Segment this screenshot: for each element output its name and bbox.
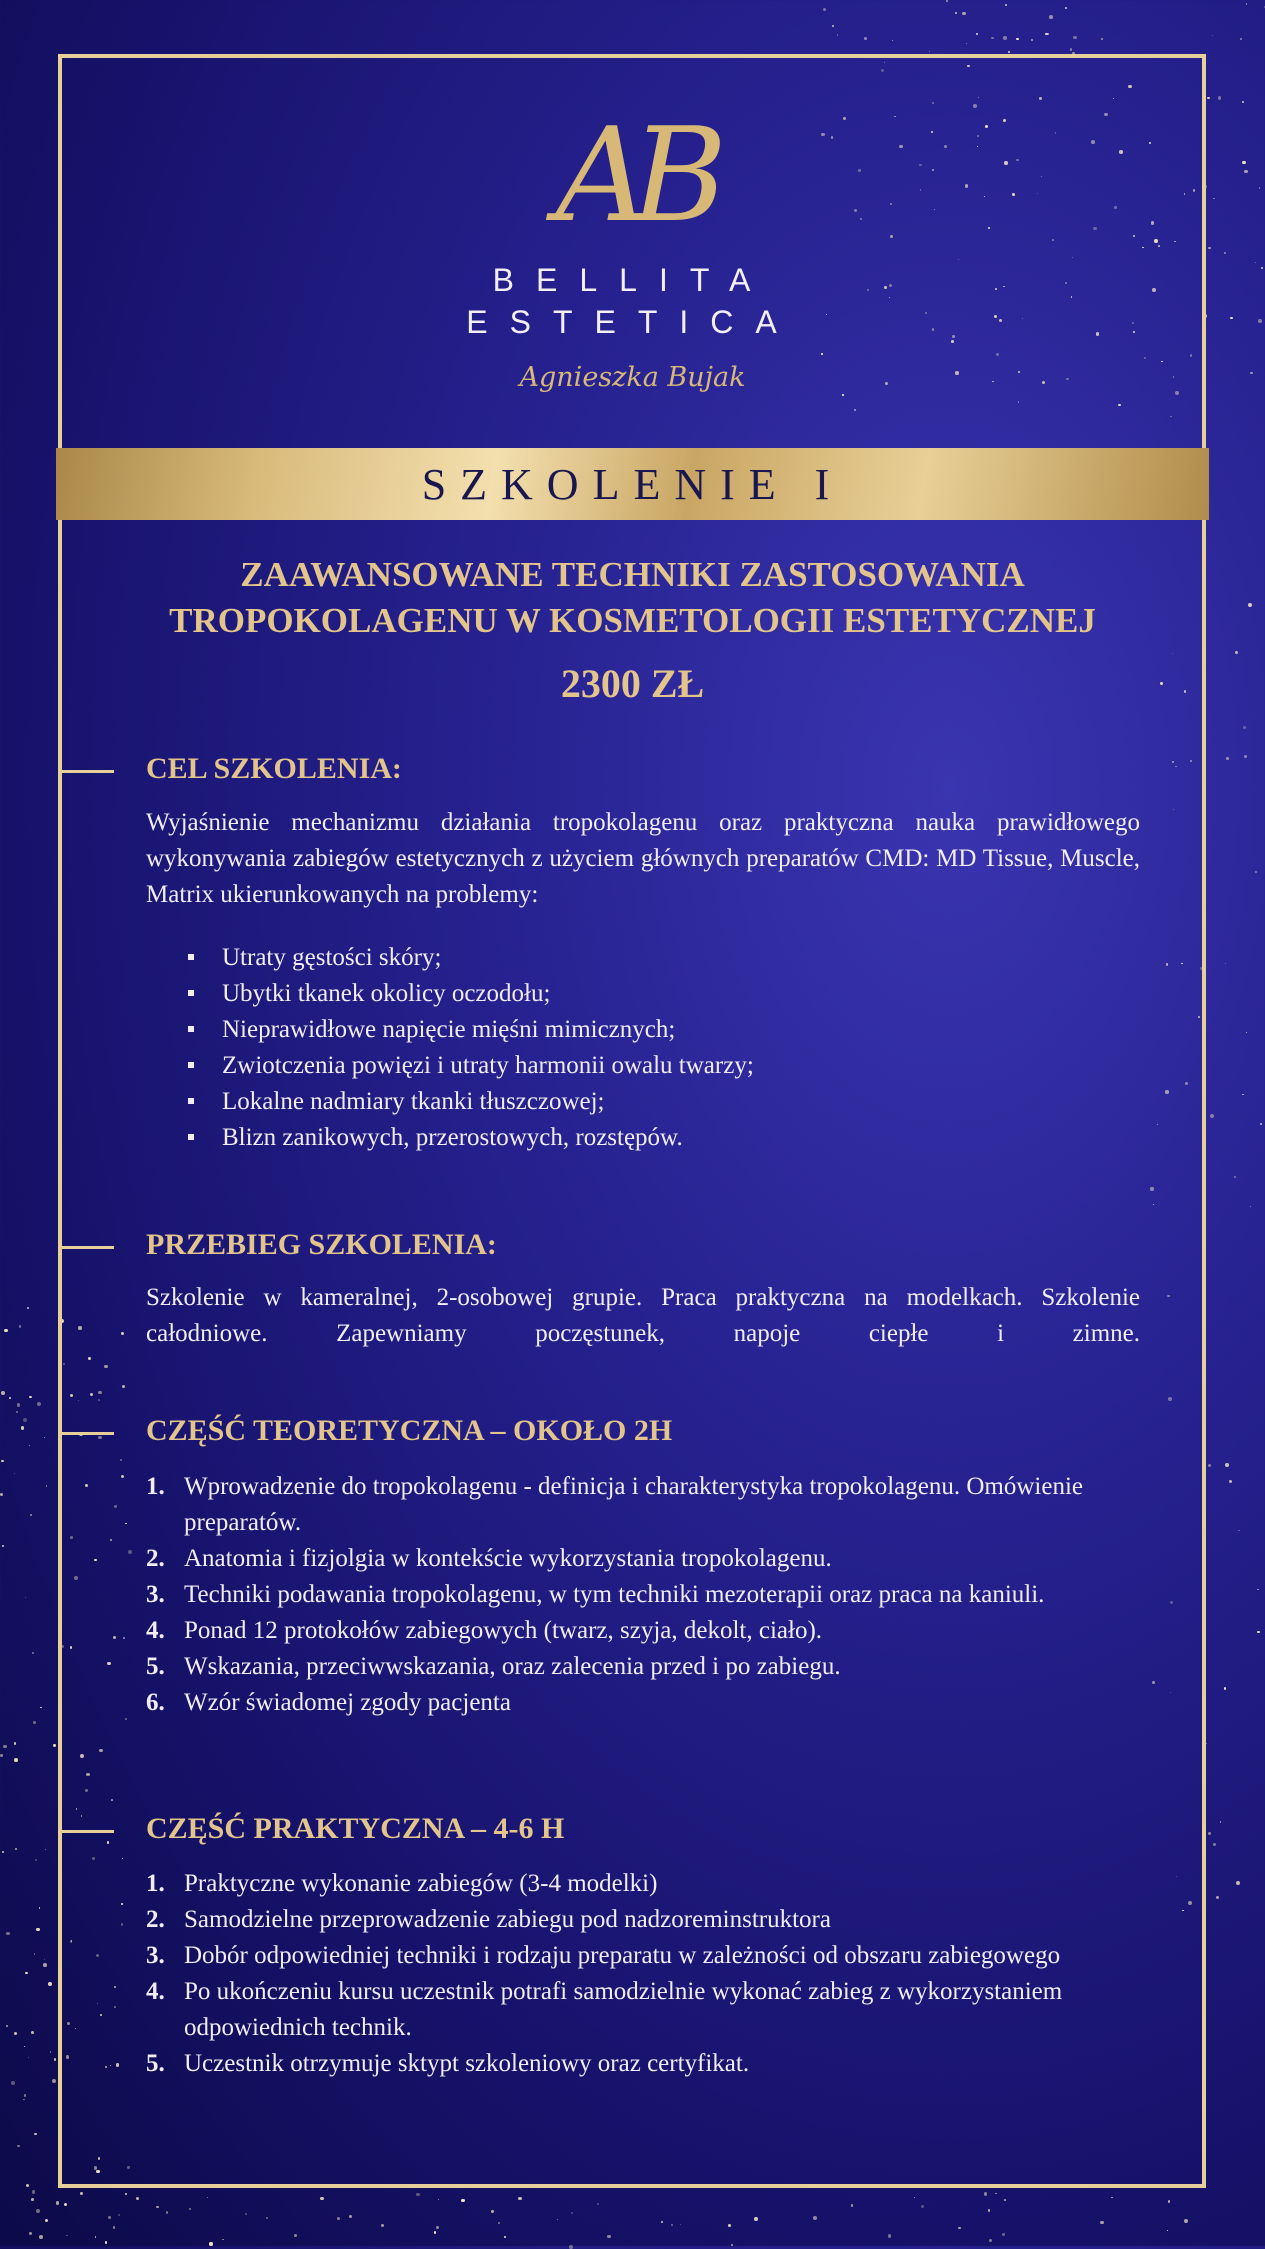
sparkle	[976, 33, 978, 35]
list-text: Wzór świadomej zgody pacjenta	[184, 1689, 511, 1716]
list-text: Ponad 12 protokołów zabiegowych (twarz, szyja, dekolt, ciało).	[184, 1617, 823, 1644]
sparkle	[1216, 1896, 1219, 1899]
sparkle	[166, 2211, 169, 2214]
sparkle	[16, 1411, 18, 1413]
sparkle	[80, 2192, 84, 2196]
list-item	[146, 1541, 1156, 1577]
sparkle	[1016, 38, 1019, 41]
sparkle	[118, 2214, 121, 2217]
sparkle	[438, 2199, 439, 2200]
sparkle	[1246, 3, 1248, 5]
sparkle	[6, 1932, 10, 1936]
sparkle	[1240, 38, 1243, 41]
sparkle	[30, 1514, 32, 1516]
sparkle	[381, 2224, 384, 2227]
sparkle	[14, 1758, 18, 1762]
sparkle	[1, 1460, 3, 1462]
sparkle	[1168, 2200, 1171, 2203]
sparkle	[48, 1982, 52, 1986]
list-text: Wprowadzenie do tropokolagenu - definicja i charakterystyka tropokolagenu. Omówienie preparatów.	[184, 1473, 1083, 1536]
sparkle	[1208, 1464, 1211, 1467]
sparkle	[113, 2226, 116, 2229]
sparkle	[294, 2234, 297, 2237]
sparkle	[1167, 2230, 1168, 2231]
sparkle	[17, 2145, 20, 2148]
sparkle	[46, 1485, 48, 1487]
theory-heading: CZĘŚĆ TEORETYCZNA – OKOŁO 2H	[146, 1414, 673, 1447]
sparkle	[0, 1493, 3, 1496]
sparkle	[1073, 36, 1077, 40]
sparkle	[1246, 1032, 1247, 1033]
sparkle	[19, 1325, 22, 1328]
sparkle	[754, 2217, 758, 2221]
course-flow-text: Szkolenie w kameralnej, 2-osobowej grupie. Praca praktyczna na modelkach. Szkolenie całodniowe. Zapewniamy poczęstunek, napoje ciepłe i zimne.	[146, 1284, 1140, 1347]
sparkle	[1208, 247, 1210, 249]
list-number: 4.	[146, 1617, 165, 1644]
list-item: Zwiotczenia powięzi i utraty harmonii owalu twarzy;	[184, 1048, 754, 1084]
sparkle	[2, 1545, 4, 1547]
sparkle	[1224, 1687, 1226, 1689]
list-number: 2.	[146, 1906, 165, 1933]
brand-name-line2: ESTETICA	[466, 304, 799, 340]
sparkle	[962, 12, 965, 15]
sparkle	[1225, 1463, 1229, 1467]
list-text: Wskazania, przeciwwskazania, oraz zalecenia przed i po zabiegu.	[184, 1653, 841, 1680]
sparkle	[1242, 1094, 1243, 1095]
sparkle	[40, 1707, 41, 1708]
sparkle	[33, 1721, 36, 1724]
sparkle	[27, 1307, 29, 1309]
brand-name-line1: BELLITA	[492, 262, 773, 298]
sparkle	[209, 2242, 212, 2245]
section-dash	[60, 1432, 114, 1435]
sparkle	[1208, 1832, 1211, 1835]
sparkle	[661, 2221, 663, 2223]
sparkle	[52, 2079, 56, 2083]
sparkle	[29, 2232, 32, 2235]
list-item: Ubytki tkanek okolicy oczodołu;	[184, 976, 754, 1012]
sparkle	[24, 2094, 27, 2097]
sparkle	[966, 43, 967, 44]
sparkle	[823, 8, 826, 11]
sparkle	[557, 2219, 558, 2220]
sparkle	[53, 1744, 55, 1746]
sparkle	[1257, 1589, 1259, 1591]
list-number: 5.	[146, 2050, 165, 2077]
sparkle	[25, 1597, 26, 1598]
sparkle	[1049, 15, 1053, 19]
sparkle	[95, 2236, 97, 2238]
sparkle	[1184, 2219, 1188, 2223]
sparkle	[2, 1851, 4, 1853]
sparkle	[3, 1745, 6, 1748]
sparkle	[43, 1963, 47, 1967]
list-number: 1.	[146, 1870, 165, 1897]
list-item: Nieprawidłowe napięcie mięśni mimicznych;	[184, 1012, 754, 1048]
sparkle	[105, 2241, 107, 2243]
sparkle	[37, 1402, 41, 1406]
sparkle	[25, 1972, 28, 1975]
theory-list	[146, 1469, 1156, 1721]
sparkle	[17, 1403, 21, 1407]
sparkle	[245, 2213, 247, 2215]
list-number: 6.	[146, 1689, 165, 1716]
sparkle	[31, 2031, 34, 2034]
sparkle	[1002, 2233, 1005, 2236]
list-number: 1.	[146, 1473, 165, 1500]
sparkle	[504, 2236, 506, 2238]
sparkle	[207, 2197, 208, 2198]
list-item: Lokalne nadmiary tkanki tłuszczowej;	[184, 1084, 754, 1120]
sparkle	[14, 1742, 16, 1744]
sparkle	[832, 25, 834, 27]
list-item	[146, 1902, 1156, 1938]
goal-problem-list	[184, 940, 754, 1156]
sparkle	[1226, 757, 1229, 760]
sparkle	[1004, 2199, 1006, 2201]
list-item: Utraty gęstości skóry;	[184, 940, 754, 976]
sparkle	[955, 12, 957, 14]
list-text: Uczestnik otrzymuje sktypt szkoleniowy oraz certyfikat.	[184, 2050, 750, 2077]
sparkle	[416, 2193, 420, 2197]
list-text: Praktyczne wykonanie zabiegów (3-4 modelki)	[184, 1870, 658, 1897]
sparkle	[349, 2215, 352, 2218]
sparkle	[32, 1652, 34, 1654]
sparkle	[50, 2051, 51, 2052]
sparkle	[11, 2081, 15, 2085]
sparkle	[1257, 1631, 1260, 1634]
sparkle	[1008, 51, 1011, 54]
course-banner	[56, 448, 1209, 520]
list-item	[146, 1685, 1156, 1721]
sparkle	[571, 2212, 573, 2214]
sparkle	[921, 2205, 924, 2208]
sparkle	[436, 2226, 439, 2229]
sparkle	[1235, 651, 1238, 654]
sparkle	[44, 1959, 45, 1960]
sparkle	[984, 2192, 987, 2195]
sparkle	[1244, 755, 1247, 758]
sparkle	[1242, 101, 1244, 103]
sparkle	[1031, 39, 1033, 41]
sparkle	[34, 2133, 37, 2136]
sparkle	[23, 2099, 25, 2101]
sparkle	[988, 2209, 990, 2211]
section-dash	[60, 1830, 114, 1833]
goal-heading: CEL SZKOLENIA:	[146, 752, 402, 785]
sparkle	[1236, 1881, 1240, 1885]
banner-label: SZKOLENIE I	[421, 459, 844, 509]
signature: Agnieszka Bujak	[519, 362, 746, 393]
sparkle	[1111, 2197, 1112, 2198]
sparkle	[9, 1397, 11, 1399]
sparkle	[32, 2190, 35, 2193]
sparkle	[434, 2231, 437, 2234]
practice-heading: CZĘŚĆ PRAKTYCZNA – 4-6 H	[146, 1812, 565, 1845]
list-text: Anatomia i fizjolgia w kontekście wykorzystania tropokolagenu.	[184, 1545, 832, 1572]
sparkle	[1213, 1843, 1216, 1846]
list-text: Techniki podawania tropokolagenu, w tym techniki mezoterapii oraz praca na kaniuli.	[184, 1581, 1045, 1608]
course-title-line1: ZAAWANSOWANE TECHNIKI ZASTOSOWANIA	[240, 555, 1025, 594]
sparkle	[1250, 1206, 1251, 1207]
sparkle	[56, 2201, 60, 2205]
list-text: Dobór odpowiedniej techniki i rodzaju preparatu w zależności od obszaru zabiegowego	[184, 1942, 1061, 1969]
sparkle	[888, 2234, 892, 2238]
sparkle	[837, 34, 839, 36]
sparkle	[1225, 963, 1227, 965]
sparkle	[958, 2227, 961, 2230]
sparkle	[491, 2210, 493, 2212]
sparkle	[29, 1396, 32, 1399]
sparkle	[1260, 1123, 1262, 1125]
sparkle	[498, 2222, 500, 2224]
sparkle	[6, 2025, 8, 2027]
sparkle	[1065, 7, 1067, 9]
sparkle	[26, 2184, 30, 2188]
sparkle	[36, 1928, 39, 1931]
sparkle	[36, 2209, 40, 2213]
sparkle	[44, 1437, 45, 1438]
sparkle	[671, 2224, 673, 2226]
sparkle	[45, 1849, 46, 1850]
sparkle	[1224, 252, 1226, 254]
sparkle	[813, 2216, 817, 2220]
list-number: 5.	[146, 1653, 165, 1680]
sparkle	[1210, 1114, 1214, 1118]
sparkle	[4, 1329, 8, 1333]
list-item: Blizn zanikowych, przerostowych, rozstępów.	[184, 1120, 754, 1156]
sparkle	[24, 2046, 25, 2047]
list-text: Po ukończeniu kursu uczestnik potrafi samodzielnie wykonać zabieg z wykorzystaniem odpowiednich technik.	[184, 1978, 1063, 2041]
sparkle	[54, 2058, 57, 2061]
sparkle	[597, 2203, 599, 2205]
sparkle	[1003, 36, 1006, 39]
sparkle	[1, 1391, 5, 1395]
sparkle	[1212, 35, 1213, 36]
sparkle	[23, 1418, 27, 1422]
sparkle	[1248, 603, 1252, 607]
sparkle	[222, 2239, 223, 2240]
sparkle	[0, 1754, 3, 1757]
sparkle	[946, 0, 948, 2]
list-item	[146, 1974, 1156, 2046]
sparkle	[1243, 726, 1247, 730]
list-item	[146, 1469, 1156, 1541]
sparkle	[1005, 4, 1007, 6]
sparkle	[35, 1859, 37, 1861]
sparkle	[1234, 1176, 1236, 1178]
sparkle	[680, 2224, 681, 2225]
sparkle	[1047, 33, 1049, 35]
list-item	[146, 1577, 1156, 1613]
sparkle	[518, 2197, 522, 2201]
sparkle	[125, 2193, 127, 2195]
sparkle	[1238, 1530, 1239, 1531]
sparkle	[66, 2235, 68, 2237]
sparkle	[15, 1848, 17, 1850]
sparkle	[989, 2239, 992, 2242]
sparkle	[864, 37, 867, 40]
list-number: 4.	[146, 1978, 165, 2005]
sparkle	[136, 2197, 139, 2200]
list-number: 3.	[146, 1581, 165, 1608]
sparkle	[39, 2235, 43, 2239]
sparkle	[14, 2032, 17, 2035]
sparkle	[337, 2217, 340, 2220]
sparkle	[892, 40, 893, 41]
sparkle	[1229, 1480, 1233, 1484]
list-item	[146, 1938, 1156, 1974]
logo-monogram: AB	[555, 99, 710, 251]
list-number: 2.	[146, 1545, 165, 1572]
sparkle	[1255, 871, 1257, 873]
sparkle	[31, 2198, 34, 2201]
sparkle	[461, 2199, 464, 2202]
sparkle	[1070, 48, 1072, 50]
goal-text: Wyjaśnienie mechanizmu działania tropokolagenu oraz praktyczna nauka prawidłowego wykonywania zabiegów estetycznych z użyciem głównych preparatów CMD: MD Tissue, Muscle, Matrix ukierunkowanych na problemy:	[146, 809, 1140, 908]
course-title	[70, 552, 1195, 644]
sparkle	[39, 1907, 40, 1908]
sparkle	[45, 2219, 48, 2222]
sparkle	[1101, 38, 1103, 40]
course-flow-heading: PRZEBIEG SZKOLENIA:	[146, 1228, 497, 1261]
course-title-line2: TROPOKOLAGENU W KOSMETOLOGII ESTETYCZNEJ	[169, 601, 1096, 640]
sparkle	[1218, 96, 1222, 100]
sparkle	[21, 1426, 24, 1429]
practice-list	[146, 1866, 1156, 2082]
sparkle	[728, 2224, 731, 2227]
list-text: Samodzielne przeprowadzenie zabiegu pod nadzoreminstruktora	[184, 1906, 831, 1933]
sparkle	[14, 1473, 15, 1474]
sparkle	[28, 2057, 29, 2058]
sparkle	[851, 2204, 853, 2206]
list-item	[146, 1649, 1156, 1685]
sparkle	[189, 2208, 190, 2209]
sparkle	[266, 2217, 267, 2218]
list-item	[146, 1613, 1156, 1649]
list-item	[146, 1866, 1156, 1902]
sparkle	[1207, 97, 1210, 100]
sparkle	[156, 2206, 158, 2208]
sparkle	[34, 1953, 35, 1954]
list-number: 3.	[146, 1942, 165, 1969]
section-dash	[60, 1246, 114, 1249]
course-price: 2300 ZŁ	[560, 661, 705, 706]
sparkle	[929, 51, 930, 52]
sparkle	[995, 2193, 997, 2195]
list-item	[146, 2046, 1156, 2082]
sparkle	[64, 2203, 67, 2206]
sparkle	[1100, 2221, 1104, 2225]
sparkle	[1220, 1821, 1221, 1822]
section-dash	[60, 770, 114, 773]
sparkle	[320, 2197, 323, 2200]
sparkle	[108, 2216, 111, 2219]
sparkle	[607, 2235, 611, 2239]
sparkle	[991, 37, 994, 40]
sparkle	[29, 1445, 30, 1446]
sparkle	[914, 2197, 915, 2198]
